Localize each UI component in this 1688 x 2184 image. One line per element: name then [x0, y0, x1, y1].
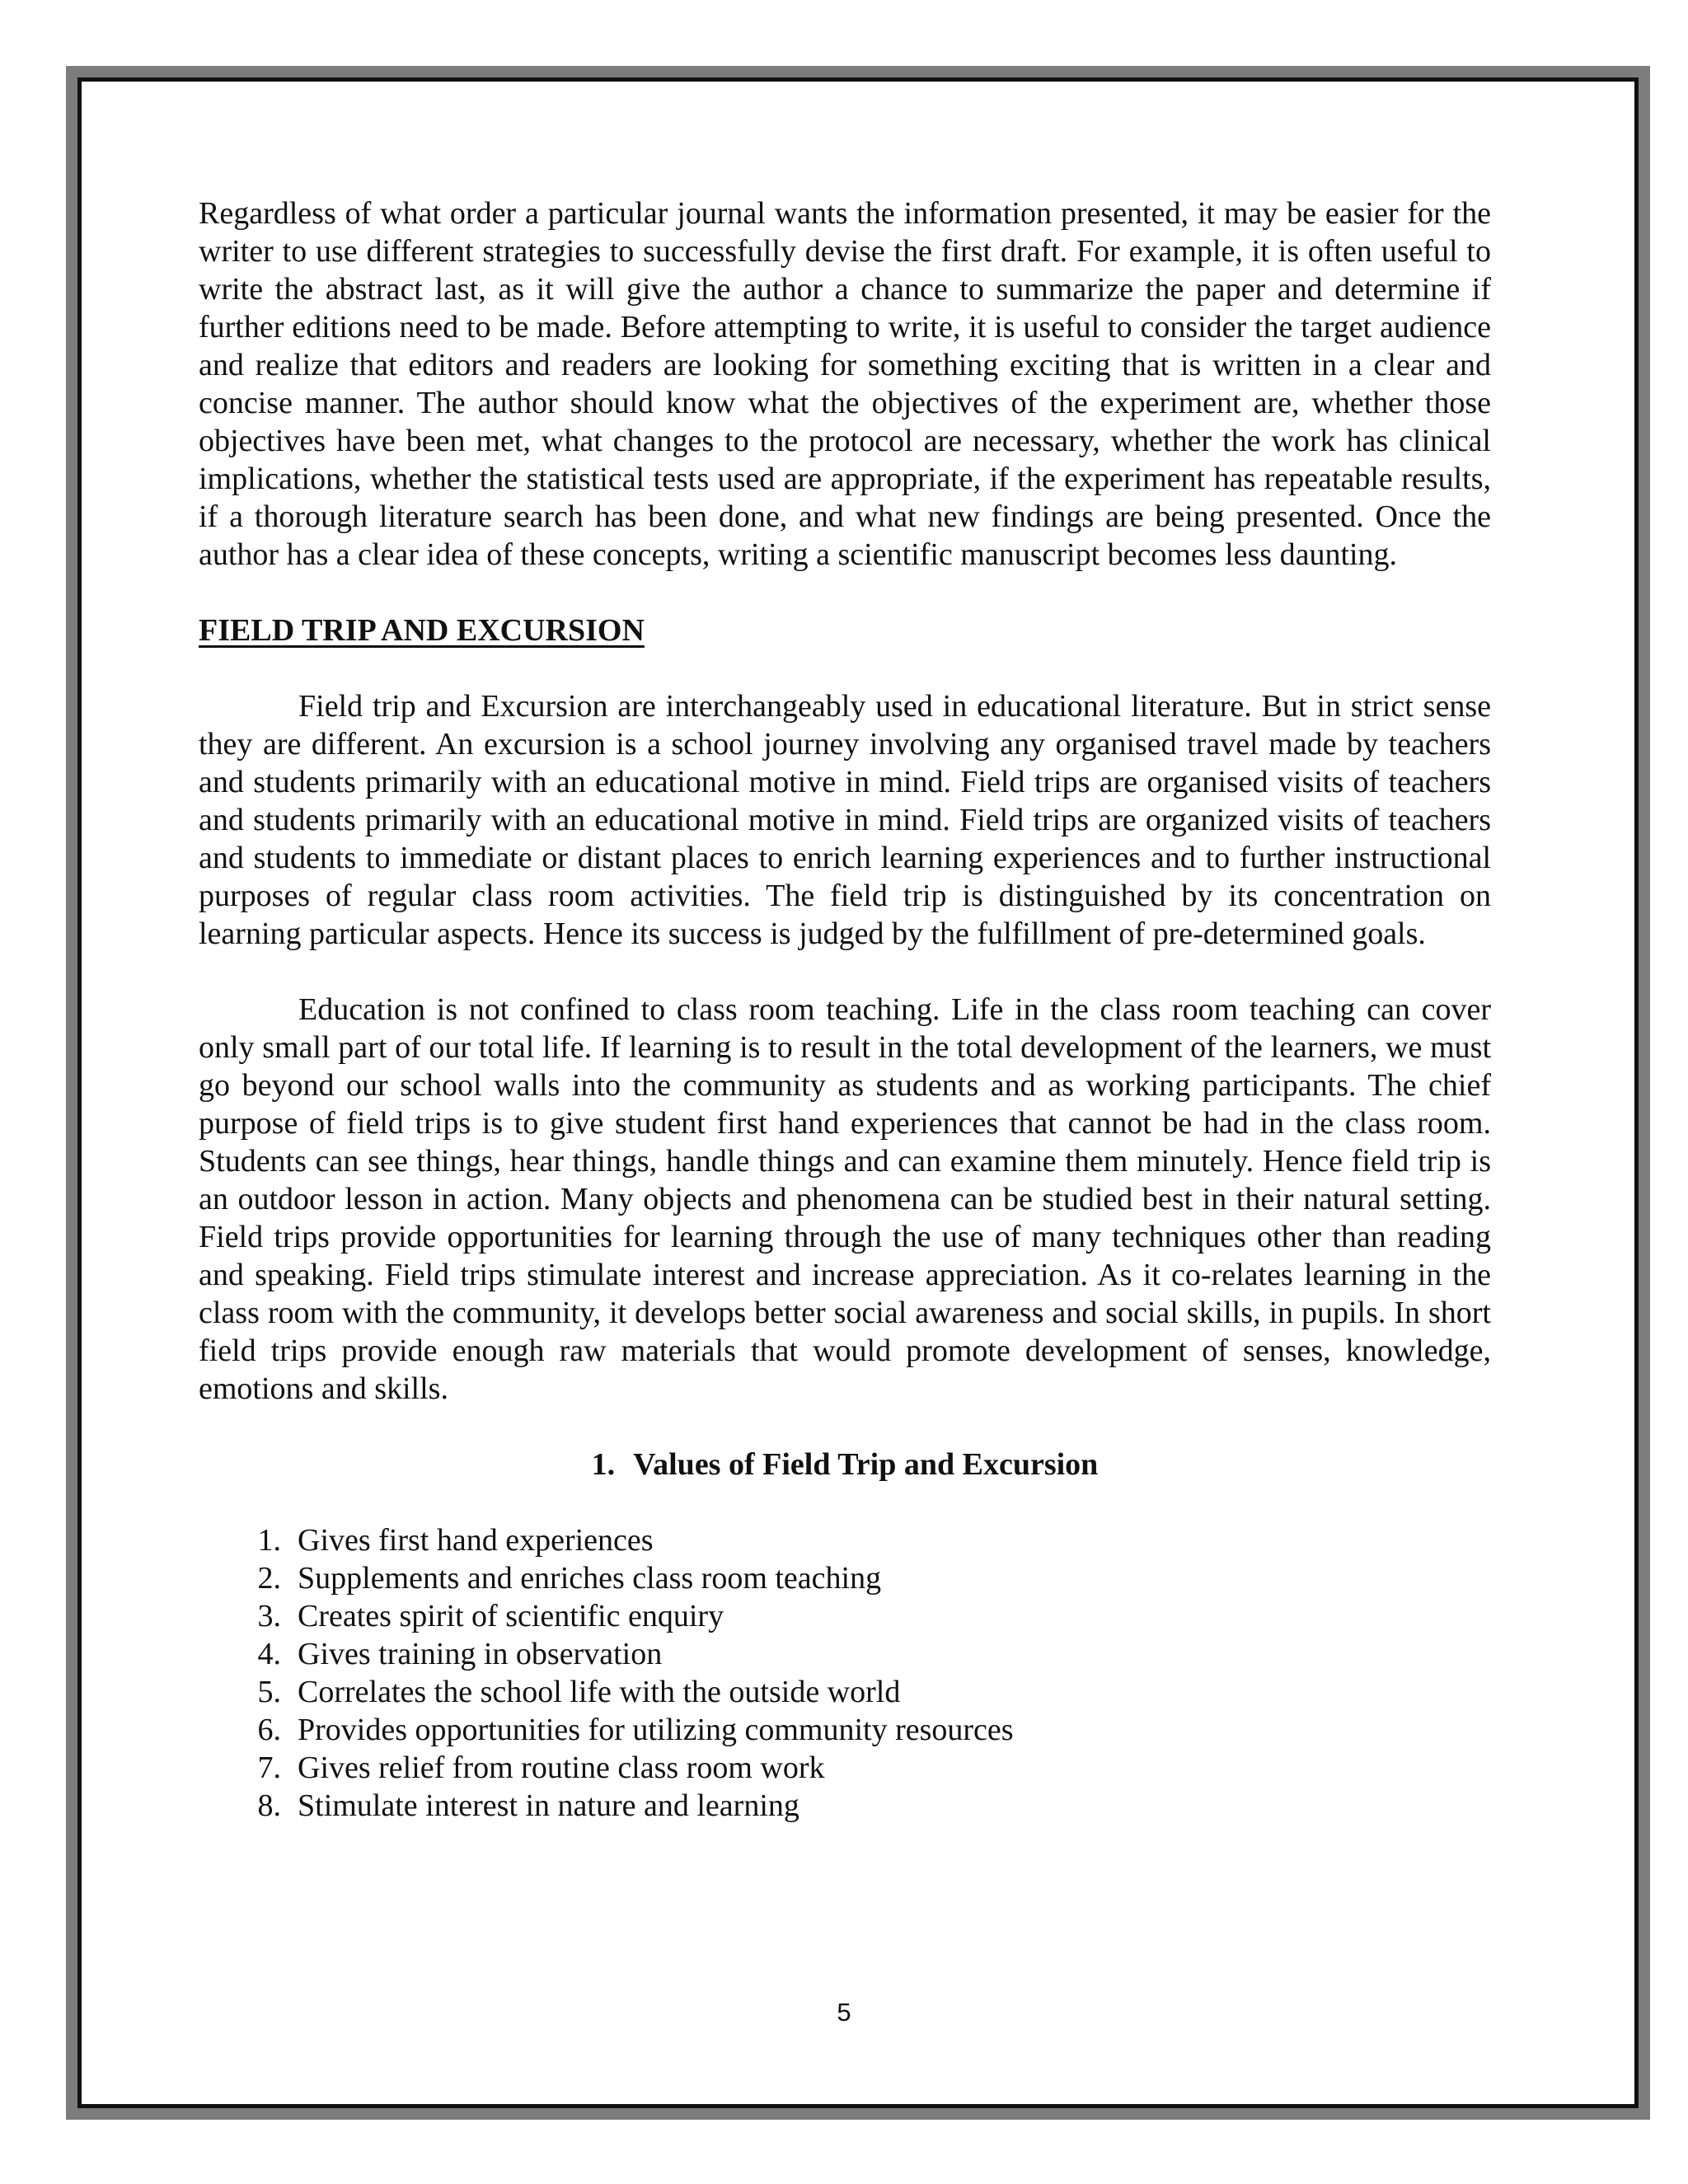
list-item — [199, 1673, 1491, 1711]
list-item-number: 6. — [257, 1713, 281, 1747]
page-number: 5 — [837, 1998, 851, 2027]
paragraph-field-trip-definition: Field trip and Excursion are interchangeably used in educational literature. But in strict sense they are different. An excursion is a school journey involving any organised travel made by teachers and students primarily with an educational motive in mind. Field trips are organised visits of teachers and students primarily with an educational motive in mind. Field trips are organized visits of teachers and students to immediate or distant places to enrich learning experiences and to further instructional purposes of regular class room activities. The field trip is distinguished by its concentration on learning particular aspects. Hence its success is judged by the fulfillment of pre-determined goals. — [199, 689, 1491, 951]
list-item — [199, 1597, 1491, 1635]
values-subheading-title: Values of Field Trip and Excursion — [633, 1447, 1099, 1482]
paragraph-spacer — [199, 953, 1491, 991]
list-item — [199, 1787, 1491, 1825]
paragraph-field-trip-purpose: Education is not confined to class room teaching. Life in the class room teaching can cover only small part of our total life. If learning is to result in the total development of the learners, we must go beyond our school walls into the community as students and as working participants. The chief purpose of field trips is to give student first hand experiences that cannot be had in the class room. Students can see things, hear things, handle things and can examine them minutely. Hence field trip is an outdoor lesson in action. Many objects and phenomena can be studied best in their natural setting. Field trips provide opportunities for learning through the use of many techniques other than reading and speaking. Field trips stimulate interest and increase appreciation. As it co-relates learning in the class room with the community, it develops better social awareness and social skills, in pupils. In short field trips provide enough raw materials that would promote development of senses, knowledge, emotions and skills. — [199, 992, 1491, 1406]
section-heading: FIELD TRIP AND EXCURSION — [199, 613, 645, 648]
list-item-text: Gives training in observation — [298, 1637, 663, 1671]
list-item-text: Supplements and enriches class room teaching — [298, 1561, 882, 1596]
values-subheading-number: 1. — [591, 1447, 616, 1482]
list-item-text: Correlates the school life with the outside world — [298, 1675, 901, 1709]
intro-paragraph: Regardless of what order a particular journal wants the information presented, it may be easier for the writer to use different strategies to successfully devise the first draft. For example, it is often useful to write the abstract last, as it will give the author a chance to summarize the paper and determine if further editions need to be made. Before attempting to write, it is useful to consider the target audience and realize that editors and readers are looking for something exciting that is written in a clear and concise manner. The author should know what the objectives of the experiment are, whether those objectives have been met, what changes to the protocol are necessary, whether the work has clinical implications, whether the statistical tests used are appropriate, if the experiment has repeatable results, if a thorough literature search has been done, and what new findings are being presented. Once the author has a clear idea of these concepts, writing a scientific manuscript becomes less daunting. — [199, 196, 1491, 572]
list-item-number: 5. — [257, 1675, 281, 1709]
list-item — [199, 1521, 1491, 1559]
list-item-number: 4. — [257, 1637, 281, 1671]
list-item-number: 3. — [257, 1599, 281, 1633]
list-item — [199, 1559, 1491, 1597]
list-item-number: 1. — [257, 1523, 281, 1558]
list-item-text: Gives relief from routine class room work — [298, 1750, 825, 1785]
list-item-text: Gives first hand experiences — [298, 1523, 654, 1558]
list-item-number: 2. — [257, 1561, 281, 1596]
values-list — [199, 1521, 1491, 1825]
list-item-number: 7. — [257, 1750, 281, 1785]
list-item-number: 8. — [257, 1788, 281, 1823]
values-subheading — [199, 1446, 1491, 1483]
list-item — [199, 1749, 1491, 1787]
list-item-text: Creates spirit of scientific enquiry — [298, 1599, 724, 1633]
list-item — [199, 1635, 1491, 1673]
list-item — [199, 1711, 1491, 1749]
list-item-text: Provides opportunities for utilizing community resources — [298, 1713, 1014, 1747]
list-item-text: Stimulate interest in nature and learning — [298, 1788, 799, 1823]
page-content — [199, 194, 1491, 1825]
